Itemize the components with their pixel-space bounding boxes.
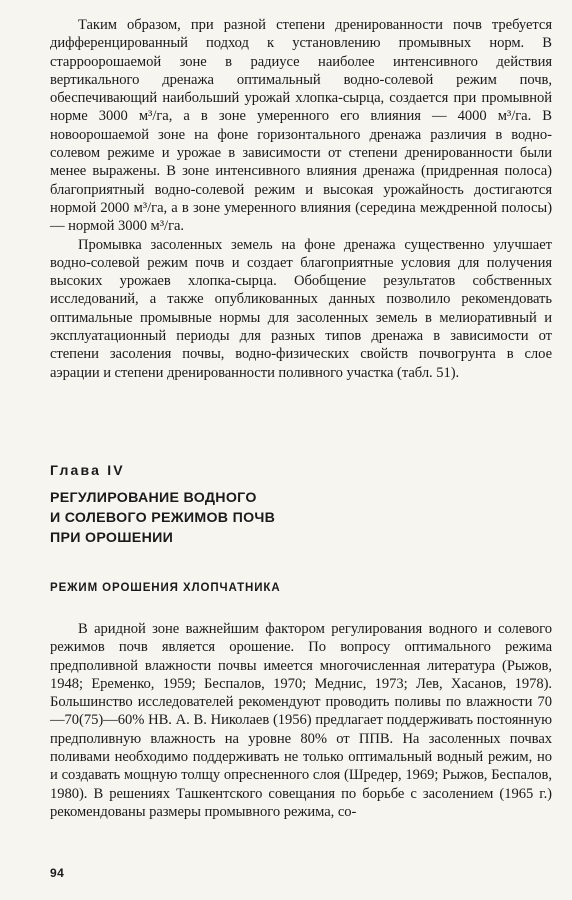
section-title: РЕЖИМ ОРОШЕНИЯ ХЛОПЧАТНИКА — [50, 581, 281, 594]
page-number: 94 — [50, 866, 65, 880]
chapter-title-line: РЕГУЛИРОВАНИЕ ВОДНОГО — [50, 489, 257, 506]
chapter-title-line: И СОЛЕВОГО РЕЖИМОВ ПОЧВ — [50, 509, 276, 526]
body-paragraph: Таким образом, при разной степени дренированности почв требуется дифференцированный подход к установлению промывных норм. В старроорошаемой зоне в радиусе наиболее интенсивного действия вертикального дренажа оптимальный водно-солевой режим почв, обеспечивающий наибольший урожай хлопка-сырца, создается при промывной норме 3000 м³/га, а в зоне умеренного его влияния — 4000 м³/га. В новоорошаемой зоне на фоне горизонтального дренажа различия в водно-солевом режиме и урожае в зависимости от степени дренированности были менее выражены. В зоне интенсивного влияния дренажа (придренная полоса) благоприятный водно-солевой режим и высокая урожайность достигаются нормой 2000 м³/га, а в зоне умеренного влияния (середина междренной полосы) — нормой 3000 м³/га. — [50, 17, 552, 235]
book-page — [50, 16, 552, 886]
body-paragraph: Промывка засоленных земель на фоне дренажа существенно улучшает водно-солевой режим почв и создает благоприятные условия для получения высоких урожаев хлопка-сырца. Обобщение результатов собственных исследований, а также опубликованных данных позволило рекомендовать оптимальные промывные нормы для засоленных земель в мелиоративный и эксплуатационный периоды для разных типов дренажа в зависимости от степени засоления почвы, водно-физических свойств почвогрунта в слое аэрации и степени дренированности поливного участка (табл. 51). — [50, 236, 552, 381]
chapter-title — [50, 488, 552, 548]
body-paragraph: В аридной зоне важнейшим фактором регулирования водного и солевого режимов почв является орошение. По вопросу оптимального режима предполивной влажности почвы имеется многочисленная литература (Рыжов, 1948; Еременко, 1959; Беспалов, 1970; Меднис, 1973; Лев, Хасанов, 1978). Большинство исследователей рекомендуют проводить поливы по влажности 70—70(75)—60% НВ. А. В. Николаев (1956) предлагает поддерживать постоянную предполивную влажность на уровне 80% от ППВ. На засоленных почвах поливами необходимо поддерживать не только оптимальный водный режим, но и создавать мощную толщу опресненного слоя (Шредер, 1969; Рыжов, Беспалов, 1980). В решениях Ташкентского совещания по борьбе с засолением (1965 г.) рекомендованы размеры промывного режима, со- — [50, 620, 552, 820]
chapter-title-line: ПРИ ОРОШЕНИИ — [50, 529, 174, 546]
section-body — [50, 620, 552, 821]
chapter-label: Глава IV — [50, 461, 125, 478]
